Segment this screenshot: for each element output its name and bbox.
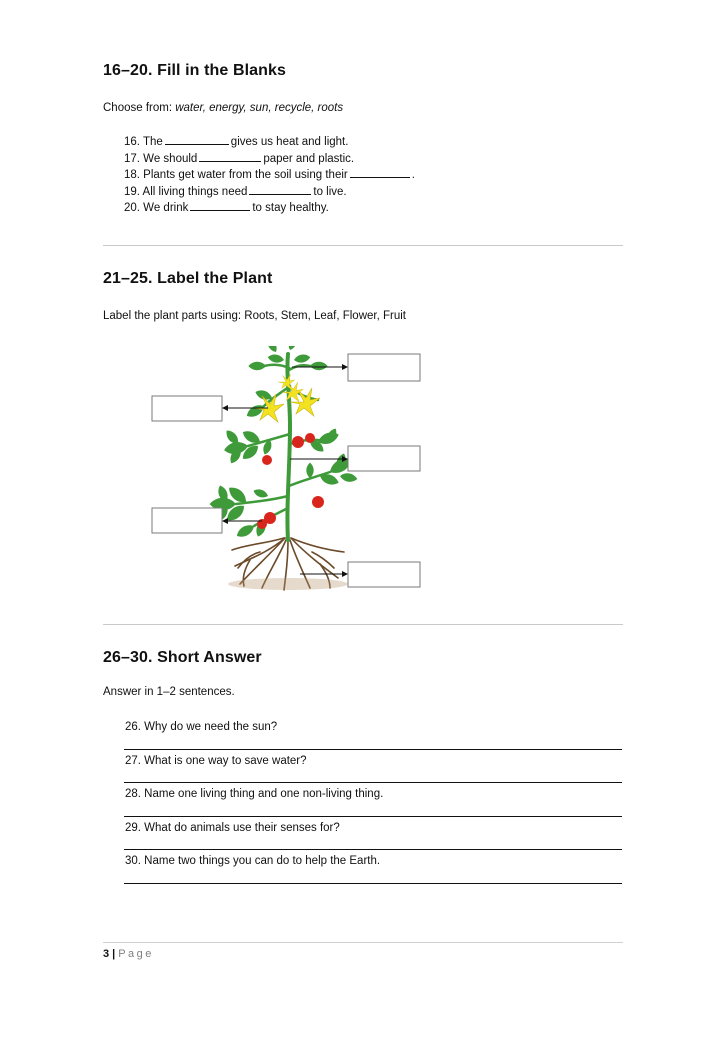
label-box-lower-left[interactable]	[152, 508, 222, 533]
answer-line[interactable]	[124, 883, 622, 884]
label-plant-heading: 21–25. Label the Plant	[103, 270, 273, 287]
page-footer	[103, 948, 154, 960]
label-box-bottom-right[interactable]	[348, 562, 420, 587]
soil-shadow	[228, 578, 348, 590]
short-answer-item	[124, 817, 624, 851]
short-answer-list	[124, 716, 624, 884]
label-box-top-right[interactable]	[348, 354, 420, 381]
short-answer-item	[124, 850, 624, 884]
question-text: 27. What is one way to save water?	[125, 754, 307, 767]
answer-blank[interactable]	[350, 167, 410, 178]
answer-blank[interactable]	[199, 151, 261, 162]
section-divider	[103, 624, 623, 625]
fill-blanks-heading: 16–20. Fill in the Blanks	[103, 62, 287, 79]
question-text: 29. What do animals use their senses for?	[125, 821, 340, 834]
question-text: 30. Name two things you can do to help the Earth.	[125, 855, 381, 867]
answer-blank[interactable]	[190, 200, 250, 211]
page-label: Page	[118, 948, 154, 960]
footer-separator: |	[112, 948, 116, 960]
fill-blank-item: 20. We drink to stay healthy.	[124, 202, 329, 215]
fill-blank-item: 17. We should paper and plastic.	[124, 152, 355, 165]
fill-blanks-list	[124, 134, 415, 217]
short-answer-item	[124, 716, 624, 750]
plant-diagram	[140, 346, 440, 596]
page-number: 3	[103, 948, 110, 960]
short-answer-item	[124, 783, 624, 817]
word-bank: water, energy, sun, recycle, roots	[175, 102, 344, 114]
footer-rule	[103, 942, 623, 943]
label-box-middle-right[interactable]	[348, 446, 420, 471]
instruction-prefix: Choose from:	[103, 102, 176, 114]
fill-blank-item: 18. Plants get water from the soil using their .	[124, 169, 415, 182]
question-text: 26. Why do we need the sun?	[125, 721, 278, 733]
short-answer-item	[124, 750, 624, 784]
section-divider	[103, 245, 623, 246]
short-answer-instruction: Answer in 1–2 sentences.	[103, 686, 235, 698]
fill-blank-item: 19. All living things need to live.	[124, 185, 347, 198]
label-box-upper-left[interactable]	[152, 396, 222, 421]
fill-blank-item: 16. The gives us heat and light.	[124, 136, 349, 148]
fill-blanks-instruction	[103, 102, 343, 114]
label-plant-instruction: Label the plant parts using: Roots, Stem, Leaf, Flower, Fruit	[103, 310, 406, 322]
short-answer-heading: 26–30. Short Answer	[103, 649, 262, 666]
label-arrows	[222, 364, 348, 577]
question-text: 28. Name one living thing and one non-living thing.	[125, 788, 384, 800]
answer-blank[interactable]	[165, 134, 229, 145]
answer-blank[interactable]	[249, 184, 311, 195]
